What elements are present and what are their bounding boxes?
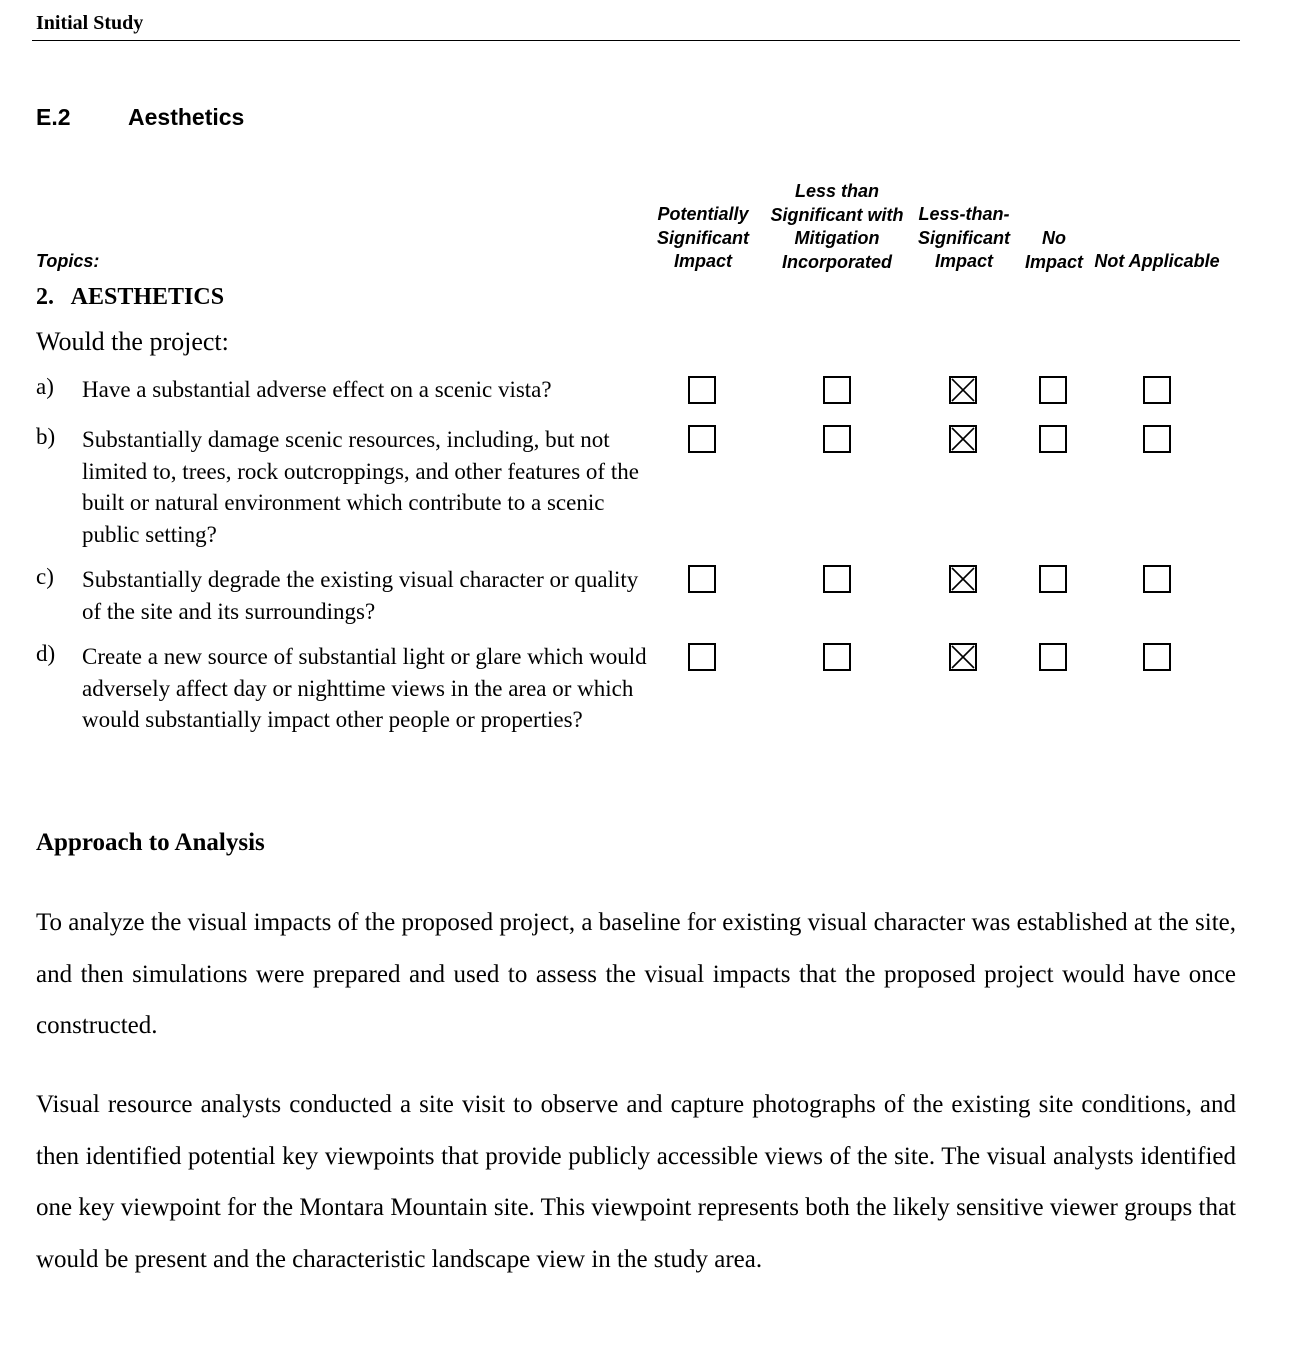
column-header-not-applicable: Not Applicable [1094, 251, 1220, 271]
checkmark-x-icon [951, 645, 975, 669]
checkbox-b-less-than-significant[interactable] [949, 425, 977, 453]
checkbox-d-potentially-significant[interactable] [688, 643, 716, 671]
column-header-less-than-significant: Less-than- Significant Impact [917, 204, 1010, 271]
section-title: Aesthetics [128, 104, 245, 130]
checkbox-b-not-applicable[interactable] [1143, 425, 1171, 453]
section-number: E.2 [36, 104, 71, 130]
approach-paragraph-2: Visual resource analysts conducted a site visit to observe and capture photographs of the existing site conditions, and then identified potential key viewpoints that provide publicly accessible views of the site. The visual analysts identified one key viewpoint for the Montara Mountain site. This viewpoint represents both the likely sensitive viewer groups that would be present and the characteristic landscape view in the study area. [36, 1091, 1236, 1273]
topic-heading: 2. AESTHETICS [36, 284, 225, 310]
header-divider [32, 40, 1240, 41]
checkbox-c-less-than-significant-with-mitigation[interactable] [823, 565, 851, 593]
checkmark-x-icon [951, 427, 975, 451]
column-header-potentially-significant: Potentially Significant Impact [656, 204, 749, 271]
checkbox-c-not-applicable[interactable] [1143, 565, 1171, 593]
checkbox-b-no-impact[interactable] [1039, 425, 1067, 453]
checkbox-c-no-impact[interactable] [1039, 565, 1067, 593]
checkbox-a-not-applicable[interactable] [1143, 376, 1171, 404]
question-b-letter: b) [36, 424, 56, 449]
checkbox-a-less-than-significant-with-mitigation[interactable] [823, 376, 851, 404]
checkbox-a-no-impact[interactable] [1039, 376, 1067, 404]
approach-paragraph-1: To analyze the visual impacts of the proposed project, a baseline for existing visual character was established at the site, and then simulations were prepared and used to assess the visual impacts that the proposed project would have once constructed. [36, 909, 1236, 1039]
column-header-less-than-significant-with-mitigation: Less than Significant with Mitigation Incorporated [770, 181, 904, 272]
checkbox-d-no-impact[interactable] [1039, 643, 1067, 671]
topic-intro: Would the project: [36, 327, 229, 356]
page-header-title: Initial Study [36, 12, 144, 34]
checkbox-c-less-than-significant[interactable] [949, 565, 977, 593]
checkbox-c-potentially-significant[interactable] [688, 565, 716, 593]
approach-heading: Approach to Analysis [36, 829, 265, 856]
checkbox-d-less-than-significant[interactable] [949, 643, 977, 671]
question-d-text: Create a new source of substantial light or glare which would adversely affect day or nighttime views in the area or which would substantially impact other people or properties? [82, 644, 647, 732]
topics-label: Topics: [36, 251, 100, 271]
question-d-letter: d) [36, 641, 56, 666]
checkbox-d-not-applicable[interactable] [1143, 643, 1171, 671]
checkbox-a-potentially-significant[interactable] [688, 376, 716, 404]
checkbox-b-less-than-significant-with-mitigation[interactable] [823, 425, 851, 453]
column-header-no-impact: No Impact [1024, 228, 1084, 272]
checkbox-b-potentially-significant[interactable] [688, 425, 716, 453]
checkmark-x-icon [951, 378, 975, 402]
question-c-letter: c) [36, 564, 54, 589]
checkbox-a-less-than-significant[interactable] [949, 376, 977, 404]
question-a-text: Have a substantial adverse effect on a scenic vista? [82, 377, 552, 402]
checkmark-x-icon [951, 567, 975, 591]
question-b-text: Substantially damage scenic resources, including, but not limited to, trees, rock outcroppings, and other features of the built or natural environment which contribute to a scenic public setting? [82, 427, 639, 547]
checkbox-d-less-than-significant-with-mitigation[interactable] [823, 643, 851, 671]
question-a-letter: a) [36, 374, 54, 399]
question-c-text: Substantially degrade the existing visual character or quality of the site and its surroundings? [82, 567, 639, 624]
